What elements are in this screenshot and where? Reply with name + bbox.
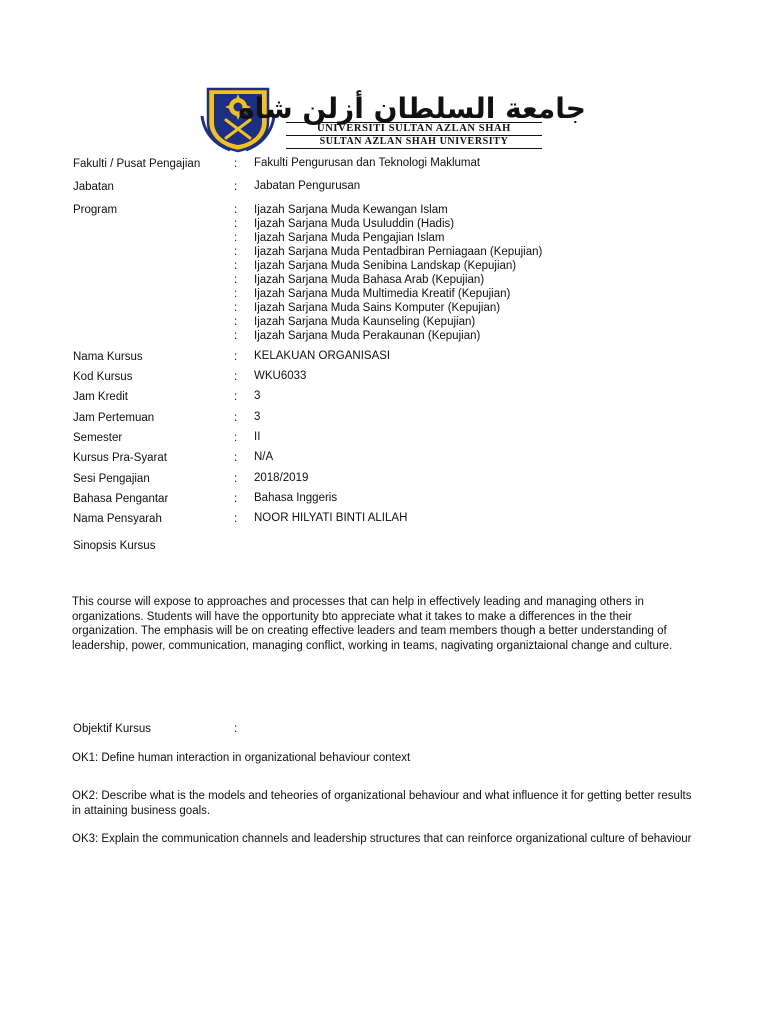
semester-value: II — [254, 431, 261, 443]
semester-label: Semester — [73, 432, 123, 444]
program-colon: : — [234, 316, 238, 328]
program-colon: : — [234, 218, 238, 230]
university-name-malay: UNIVERSITI SULTAN AZLAN SHAH — [286, 122, 542, 136]
jabatan-value: Jabatan Pengurusan — [254, 180, 361, 192]
sinopsis-label: Sinopsis Kursus — [73, 540, 156, 552]
program-name: Ijazah Sarjana Muda Kewangan Islam — [254, 204, 448, 216]
pensyarah-colon: : — [234, 513, 238, 525]
objektif-label: Objektif Kursus — [73, 723, 151, 735]
jabatan-colon: : — [234, 181, 238, 193]
pra-syarat-label: Kursus Pra-Syarat — [73, 452, 167, 464]
objektif-colon: : — [234, 723, 238, 735]
program-colon: : — [234, 260, 238, 272]
program-label: Program — [73, 204, 118, 216]
kod-kursus-label: Kod Kursus — [73, 371, 133, 383]
nama-kursus-value: KELAKUAN ORGANISASI — [254, 350, 391, 362]
program-name: Ijazah Sarjana Muda Perakaunan (Kepujian) — [254, 330, 481, 342]
jam-kredit-value: 3 — [254, 390, 261, 402]
kod-kursus-value: WKU6033 — [254, 370, 307, 382]
pensyarah-value: NOOR HILYATI BINTI ALILAH — [254, 512, 408, 524]
nama-kursus-label: Nama Kursus — [73, 351, 143, 363]
jam-pertemuan-value: 3 — [254, 411, 261, 423]
objective-ok1: OK1: Define human interaction in organizational behaviour context — [72, 752, 411, 764]
sinopsis-text: This course will expose to approaches and processes that can help in effectively leading and managing others in organizations. Students will have the opportunity bto appreciate what it takes to make a differences in the their organization. The emphasis will be on creating effective leaders and team members though a better understanding of leadership, power, communication, managing conflict, working in teams, nagivating organiztaional change and culture. — [72, 596, 673, 652]
program-name: Ijazah Sarjana Muda Senibina Landskap (Kepujian) — [254, 260, 517, 272]
semester-colon: : — [234, 432, 238, 444]
sesi-label: Sesi Pengajian — [73, 473, 150, 485]
jabatan-label: Jabatan — [73, 181, 114, 193]
pra-syarat-colon: : — [234, 452, 238, 464]
arabic-university-name — [238, 88, 586, 126]
bahasa-value: Bahasa Inggeris — [254, 492, 338, 504]
jam-kredit-colon: : — [234, 391, 238, 403]
program-name: Ijazah Sarjana Muda Kaunseling (Kepujian) — [254, 316, 476, 328]
program-colon: : — [234, 246, 238, 258]
program-colon: : — [234, 232, 238, 244]
program-colon: : — [234, 288, 238, 300]
nama-kursus-colon: : — [234, 351, 238, 363]
pra-syarat-value: N/A — [254, 451, 274, 463]
program-name: Ijazah Sarjana Muda Pengajian Islam — [254, 232, 445, 244]
program-colon: : — [234, 204, 238, 216]
sesi-value: 2018/2019 — [254, 472, 309, 484]
program-name: Ijazah Sarjana Muda Usuluddin (Hadis) — [254, 218, 455, 230]
jam-pertemuan-colon: : — [234, 412, 238, 424]
fakulti-value: Fakulti Pengurusan dan Teknologi Maklumat — [254, 157, 481, 169]
program-colon: : — [234, 330, 238, 342]
bahasa-label: Bahasa Pengantar — [73, 493, 169, 505]
program-name: Ijazah Sarjana Muda Multimedia Kreatif (Kepujian) — [254, 288, 511, 300]
program-name: Ijazah Sarjana Muda Bahasa Arab (Kepujian) — [254, 274, 485, 286]
arabic-name-text: جامعة السلطان أزلن شاه — [238, 92, 586, 125]
jam-pertemuan-label: Jam Pertemuan — [73, 412, 155, 424]
university-name-english: SULTAN AZLAN SHAH UNIVERSITY — [286, 136, 542, 149]
program-name: Ijazah Sarjana Muda Pentadbiran Perniagaan (Kepujian) — [254, 246, 543, 258]
kod-kursus-colon: : — [234, 371, 238, 383]
sesi-colon: : — [234, 473, 238, 485]
university-header — [200, 86, 586, 152]
fakulti-label: Fakulti / Pusat Pengajian — [73, 158, 201, 170]
bahasa-colon: : — [234, 493, 238, 505]
jam-kredit-label: Jam Kredit — [73, 391, 128, 403]
program-colon: : — [234, 274, 238, 286]
objective-ok3: OK3: Explain the communication channels and leadership structures that can reinforce organizational culture of behaviour — [72, 833, 692, 845]
fakulti-colon: : — [234, 158, 238, 170]
program-name: Ijazah Sarjana Muda Sains Komputer (Kepujian) — [254, 302, 501, 314]
program-colon: : — [234, 302, 238, 314]
pensyarah-label: Nama Pensyarah — [73, 513, 162, 525]
objective-ok2: OK2: Describe what is the models and teheories of organizational behaviour and what influence it for getting better results in attaining business goals. — [72, 790, 692, 817]
